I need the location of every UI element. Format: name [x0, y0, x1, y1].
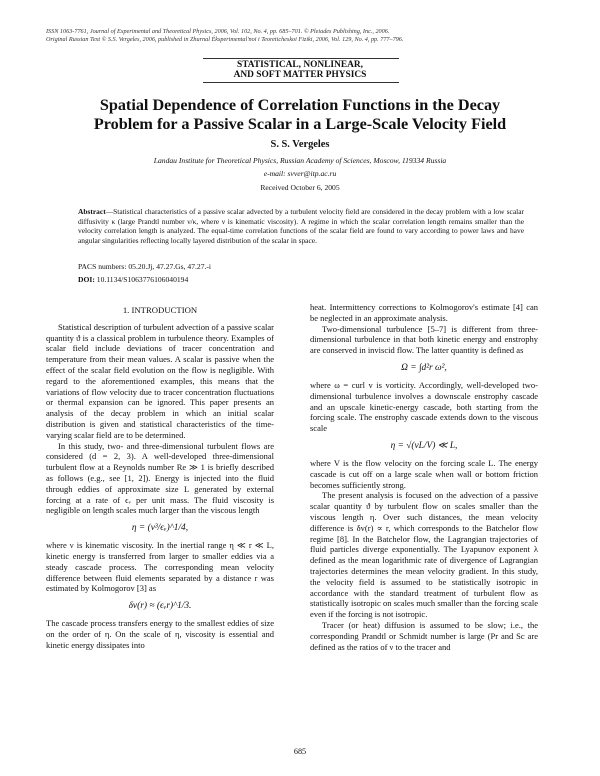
- paragraph: Two-dimensional turbulence [5–7] is different from three-dimensional turbulence in that both kinetic energy and enstrophy are conserved in inviscid flow. The latter quantity is defined as: [310, 323, 538, 356]
- right-column: [310, 302, 538, 652]
- paragraph: The present analysis is focused on the advection of a passive scalar quantity ϑ by turbulent flow on scales smaller than the viscous length η. Over such distances, the mean velocity difference is δv(r) ∝ r, which corresponds to the Batchelor flow regime [8]. In the Batchelor flow, the Lagrangian trajectories of fluid particles diverge exponentially. The Lyapunov exponent λ defined as the mean logarithmic rate of divergence of Lagrangian trajectories determines the mean velocity gradient. In this study, the velocity field is assumed to be statistically isotropic in accordance with the standard treatment of turbulent flow as statistically isotropic on scales much smaller than the forcing scale even if the forcing is not isotropic.: [310, 490, 538, 620]
- header-line-1: ISSN 1063-7761, Journal of Experimental and Theoretical Physics, 2006, Vol. 102, No. 4, pp. 685–701. © Pleiades Publishing, Inc., 2006.: [46, 28, 390, 35]
- paragraph: The cascade process transfers energy to the smallest eddies of size on the order of η. On the scale of η, viscosity is essential and kinetic energy dissipates into: [46, 618, 274, 650]
- journal-header: [46, 28, 566, 44]
- introduction-heading: 1. INTRODUCTION: [122, 305, 198, 315]
- author-email: e-mail: svver@itp.ac.ru: [263, 169, 337, 178]
- header-line-2: Original Russian Text © S.S. Vergeles, 2006, published in Zhurnal Éksperimental'noi i Teoreticheskoi Fiziki, 2006, Vol. 129, No. 4, pp. 777–796.: [46, 36, 404, 44]
- section-title: [0, 60, 600, 81]
- paragraph: Tracer (or heat) diffusion is assumed to be slow; i.e., the corresponding Prandtl or Schmidt number is large (Pr and Sc are defined as the ratios of ν to the tracer and: [310, 619, 538, 652]
- paragraph: where ω = curl v is vorticity. Accordingly, well-developed two-dimensional turbulence involves a downscale enstrophy cascade and an upscale kinetic-energy cascade, both starting from the forcing scale. The enstrophy cascade extends down to the viscous scale: [310, 379, 538, 434]
- affiliation: Landau Institute for Theoretical Physics, Russian Academy of Sciences, Moscow, 119334 Russia: [153, 156, 447, 165]
- section-rule-bottom: [203, 82, 399, 83]
- paper-title-line-1: Spatial Dependence of Correlation Functions in the Decay: [99, 96, 501, 114]
- paragraph: In this study, two- and three-dimensional turbulent flows are considered (d = 2, 3). A well-developed three-dimensional turbulent flow at a Reynolds number Re ≫ 1 is briefly described as follows (e.g., see [1, 2]). Energy is injected into the fluid through eddies of approximate size L generated by external forcing at a rate of ϵᵥ per unit mass. The fluid viscosity is negligible on length scales much larger than the viscous length: [46, 440, 274, 516]
- author: S. S. Vergeles: [270, 139, 330, 150]
- section-title-line-2: AND SOFT MATTER PHYSICS: [233, 70, 367, 81]
- equation-viscous-length: η = (ν³/ϵᵥ)^1/4,: [131, 523, 189, 534]
- page-number: 685: [293, 747, 307, 756]
- section-title-line-1: STATISTICAL, NONLINEAR,: [237, 60, 363, 70]
- paper-title-line-2: Problem for a Passive Scalar in a Large-Scale Velocity Field: [93, 115, 507, 133]
- abstract-text: —Statistical characteristics of a passive scalar advected by a turbulent velocity field are considered in the decay problem with a low scalar diffusivity κ (large Prandtl number ν/κ, where ν is kinematic viscosity). A regime in which the scalar correlation length remains smaller than the velocity correlation length is analyzed. The equal-time correlation functions of the scalar field are found to vary according to power laws and have angular singularities reflecting locally layered distribution of the scalar in space.: [78, 207, 524, 245]
- abstract-label: Abstract: [78, 207, 106, 216]
- abstract: [78, 207, 524, 245]
- paragraph: Statistical description of turbulent advection of a passive scalar quantity ϑ is a classical problem in turbulence theory. Examples of scalar field include deviations of tracer concentration and temperature from their mean values. A scalar is passive when the effect of the scalar field evolution on the flow is negligible. With regard to the aforementioned examples, this means that the variations of flow velocity due to tracer concentration fluctuations or thermal expansion can be ignored. This paper presents an analysis of the decay problem in which an initial scalar distribution is given and statistical characteristics of the time-varying scalar field are to be determined.: [46, 321, 274, 440]
- section-rule-top: [203, 58, 399, 59]
- doi: [78, 275, 524, 284]
- equation-viscous-scale-2d: η = √(νL/V) ≪ L,: [390, 440, 458, 451]
- received-date: Received October 6, 2005: [260, 183, 340, 192]
- equation-enstrophy: Ω = ∫d²r ω²,: [401, 362, 447, 373]
- paragraph: where ν is kinematic viscosity. In the inertial range η ≪ r ≪ L, kinetic energy is transferred from larger to smaller eddies via a steady cascade process. The corresponding mean velocity difference between fluid elements separated by a distance r was estimated by Kolmogorov [3] as: [46, 540, 274, 594]
- equation-kolmogorov: δv(r) ≈ (ϵᵥr)^1/3.: [128, 601, 192, 612]
- left-column: [46, 305, 274, 651]
- paragraph: where V is the flow velocity on the forcing scale L. The energy cascade is cut off on a large scale when wall or bottom friction becomes sufficiently strong.: [310, 457, 538, 490]
- paper-title: [30, 96, 570, 134]
- doi-label: DOI:: [78, 275, 95, 284]
- doi-value: 10.1134/S1063776106040194: [96, 275, 189, 284]
- pacs-numbers: PACS numbers: 05.20.Jj, 47.27.Gs, 47.27.-i: [78, 262, 212, 271]
- paragraph: heat. Intermittency corrections to Kolmogorov's estimate [4] can be neglected in an approximate analysis.: [310, 302, 538, 323]
